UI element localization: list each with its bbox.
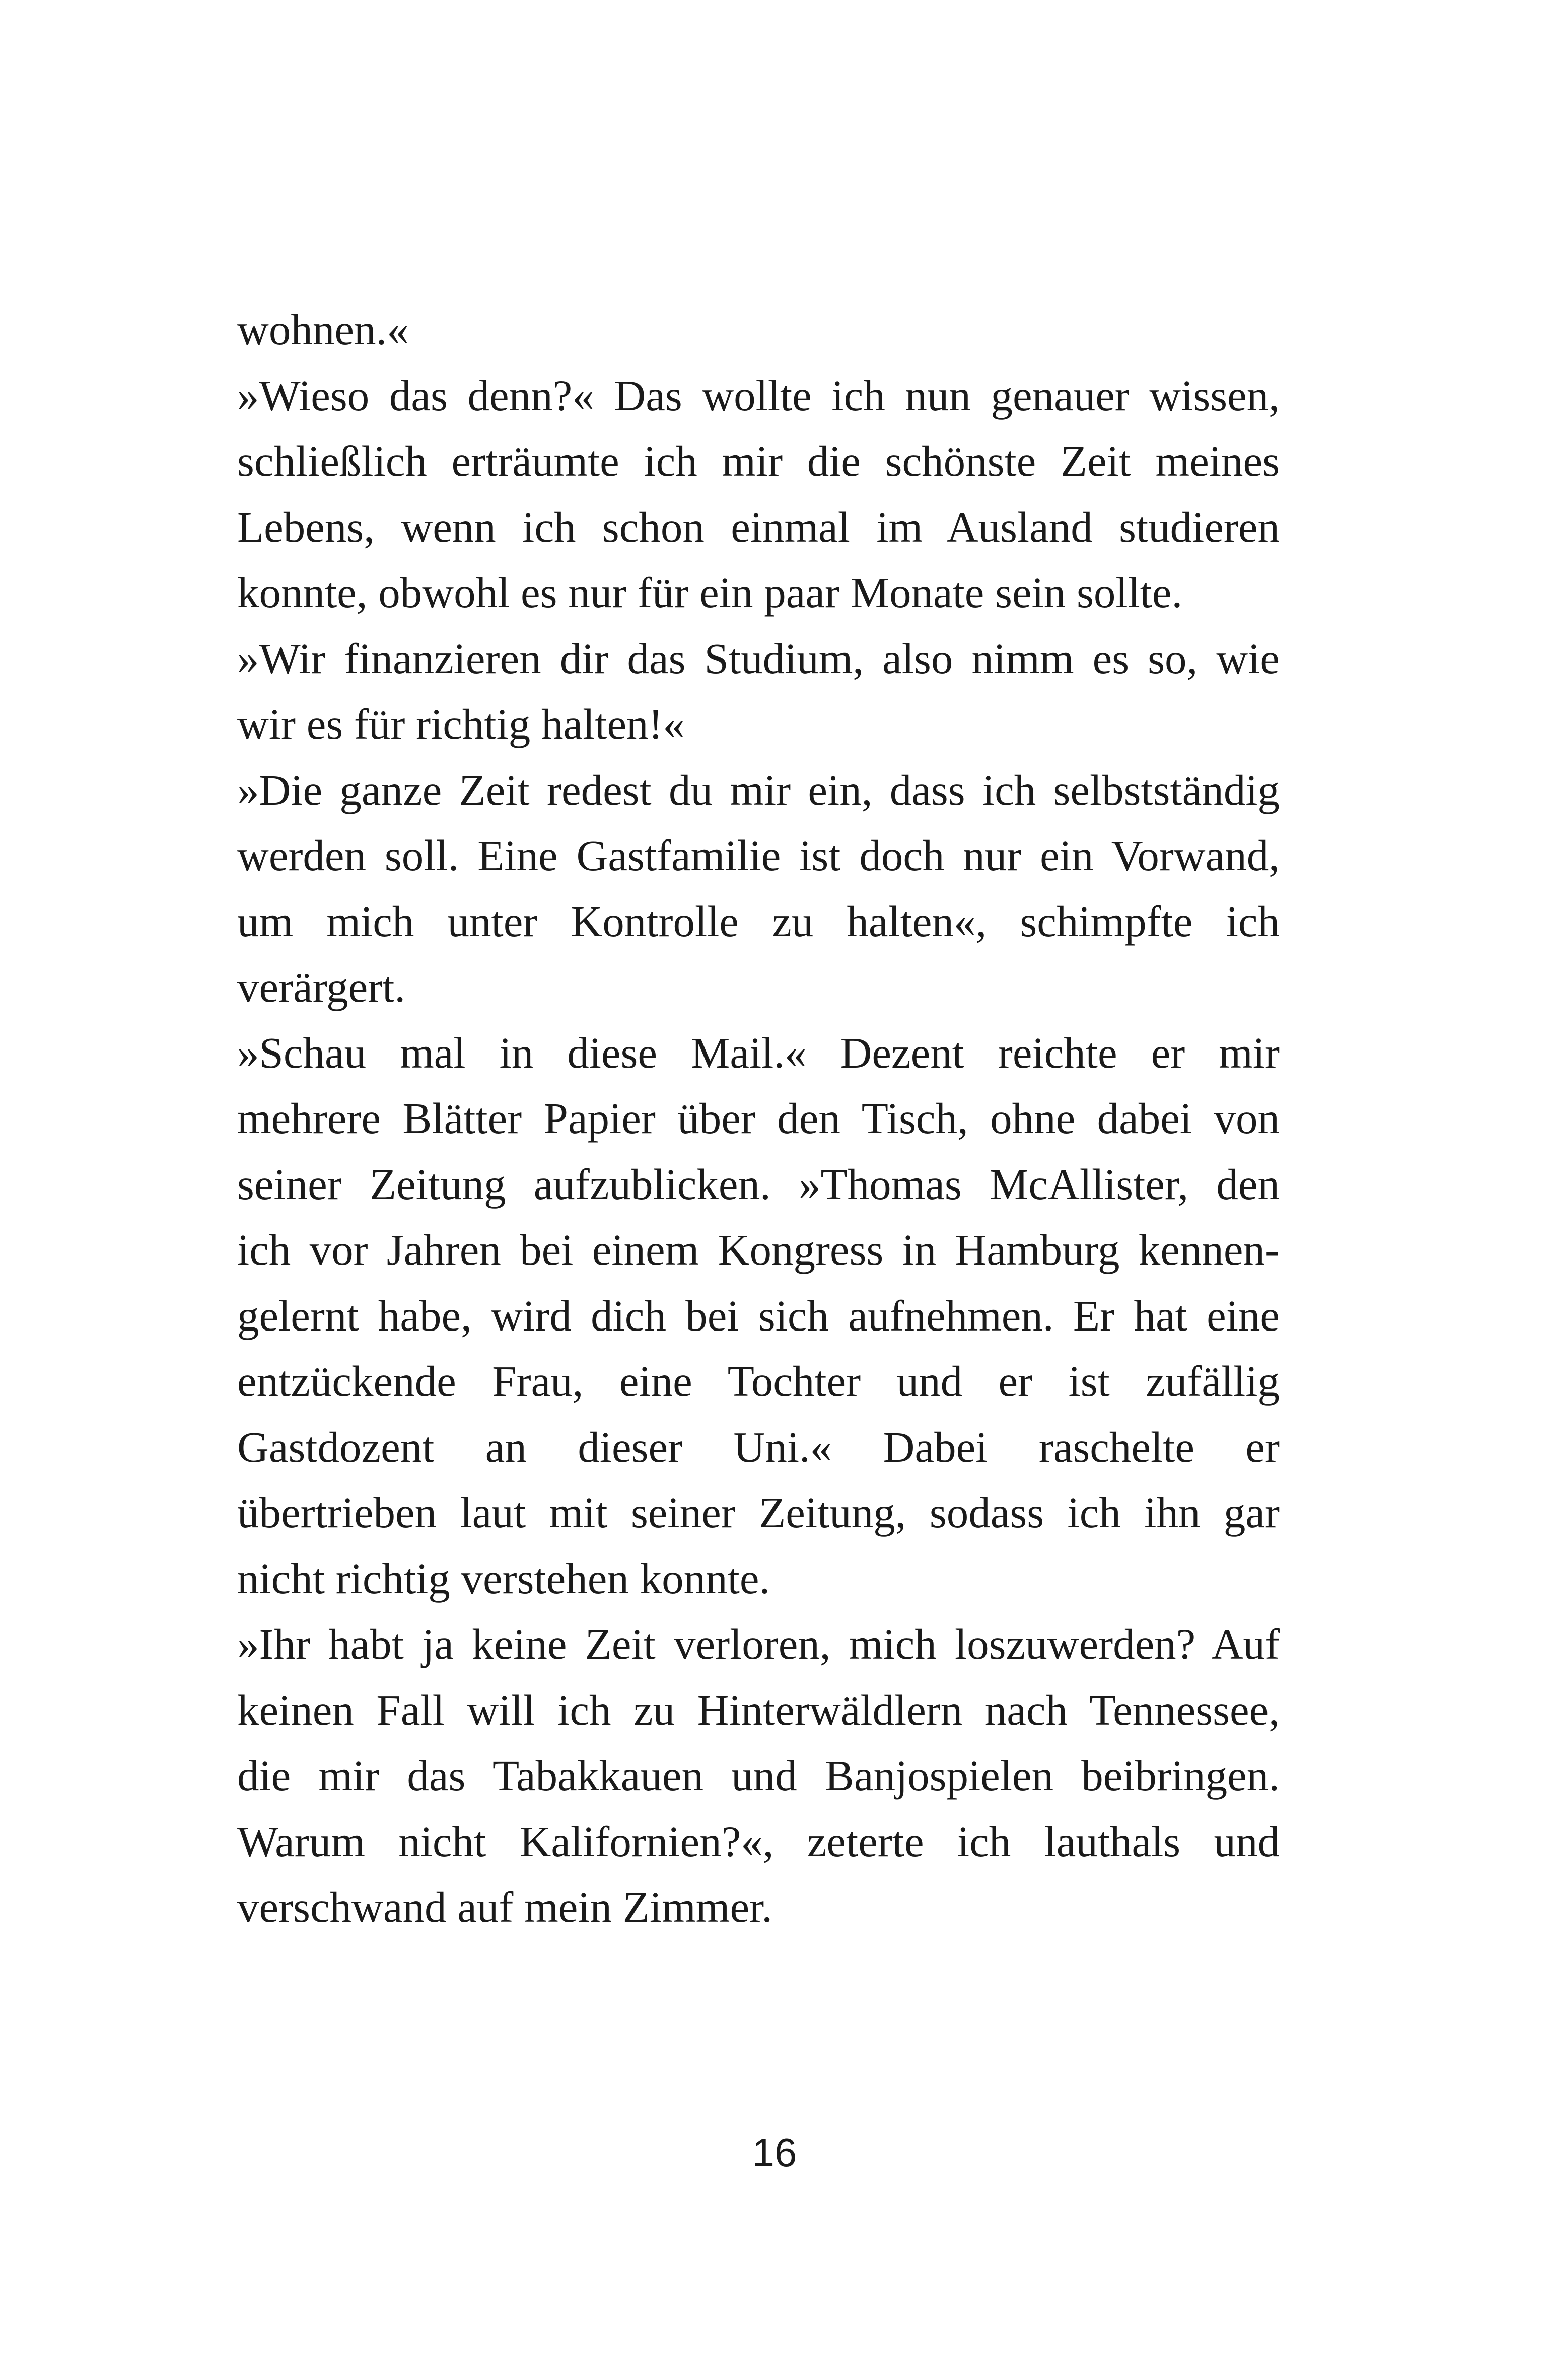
text-line: werden soll. Eine Gastfamilie ist doch nur ein Vorwand, xyxy=(237,831,1280,880)
text-line: nicht richtig verstehen konnte. xyxy=(237,1554,770,1603)
page-number: 16 xyxy=(752,2130,797,2175)
text-line: verschwand auf mein Zimmer. xyxy=(237,1882,772,1931)
text-line: »Schau mal in diese Mail.« Dezent reichte er mir xyxy=(237,1028,1280,1077)
text-line: Warum nicht Kalifornien?«, zeterte ich lauthals und xyxy=(237,1816,1280,1866)
text-line: »Die ganze Zeit redest du mir ein, dass ich selbstständig xyxy=(237,765,1280,814)
text-line: gelernt habe, wird dich bei sich aufnehmen. Er hat eine xyxy=(237,1291,1280,1340)
text-line: »Ihr habt ja keine Zeit verloren, mich loszuwerden? Auf xyxy=(237,1620,1280,1668)
text-line: die mir das Tabakkauen und Banjospielen beibringen. xyxy=(237,1751,1280,1800)
text-line: keinen Fall will ich zu Hinterwäldlern nach Tennessee, xyxy=(237,1685,1280,1734)
text-line: verärgert. xyxy=(237,962,406,1011)
text-line: mehrere Blätter Papier über den Tisch, ohne dabei von xyxy=(237,1094,1280,1143)
text-line: wohnen.« xyxy=(237,305,409,354)
text-line: seiner Zeitung aufzublicken. »Thomas McAllister, den xyxy=(237,1159,1280,1209)
text-line: um mich unter Kontrolle zu halten«, schimpfte ich xyxy=(237,896,1280,946)
text-line: »Wieso das denn?« Das wollte ich nun genauer wissen, xyxy=(237,371,1280,420)
text-line: wir es für richtig halten!« xyxy=(237,699,685,748)
text-line: Lebens, wenn ich schon einmal im Ausland studieren xyxy=(237,502,1280,551)
text-line: entzückende Frau, eine Tochter und er ist zufällig xyxy=(237,1357,1280,1406)
text-line: Gastdozent an dieser Uni.« Dabei raschelte er xyxy=(237,1422,1280,1472)
text-line: schließlich erträumte ich mir die schönste Zeit meines xyxy=(237,437,1280,485)
text-line: ich vor Jahren bei einem Kongress in Hamburg kennen- xyxy=(237,1225,1280,1274)
body-text xyxy=(237,297,1280,1940)
text-line: konnte, obwohl es nur für ein paar Monate sein sollte. xyxy=(237,568,1183,617)
text-line: übertrieben laut mit seiner Zeitung, sodass ich ihn gar xyxy=(237,1488,1280,1537)
text-line: »Wir finanzieren dir das Studium, also nimm es so, wie xyxy=(237,634,1280,683)
